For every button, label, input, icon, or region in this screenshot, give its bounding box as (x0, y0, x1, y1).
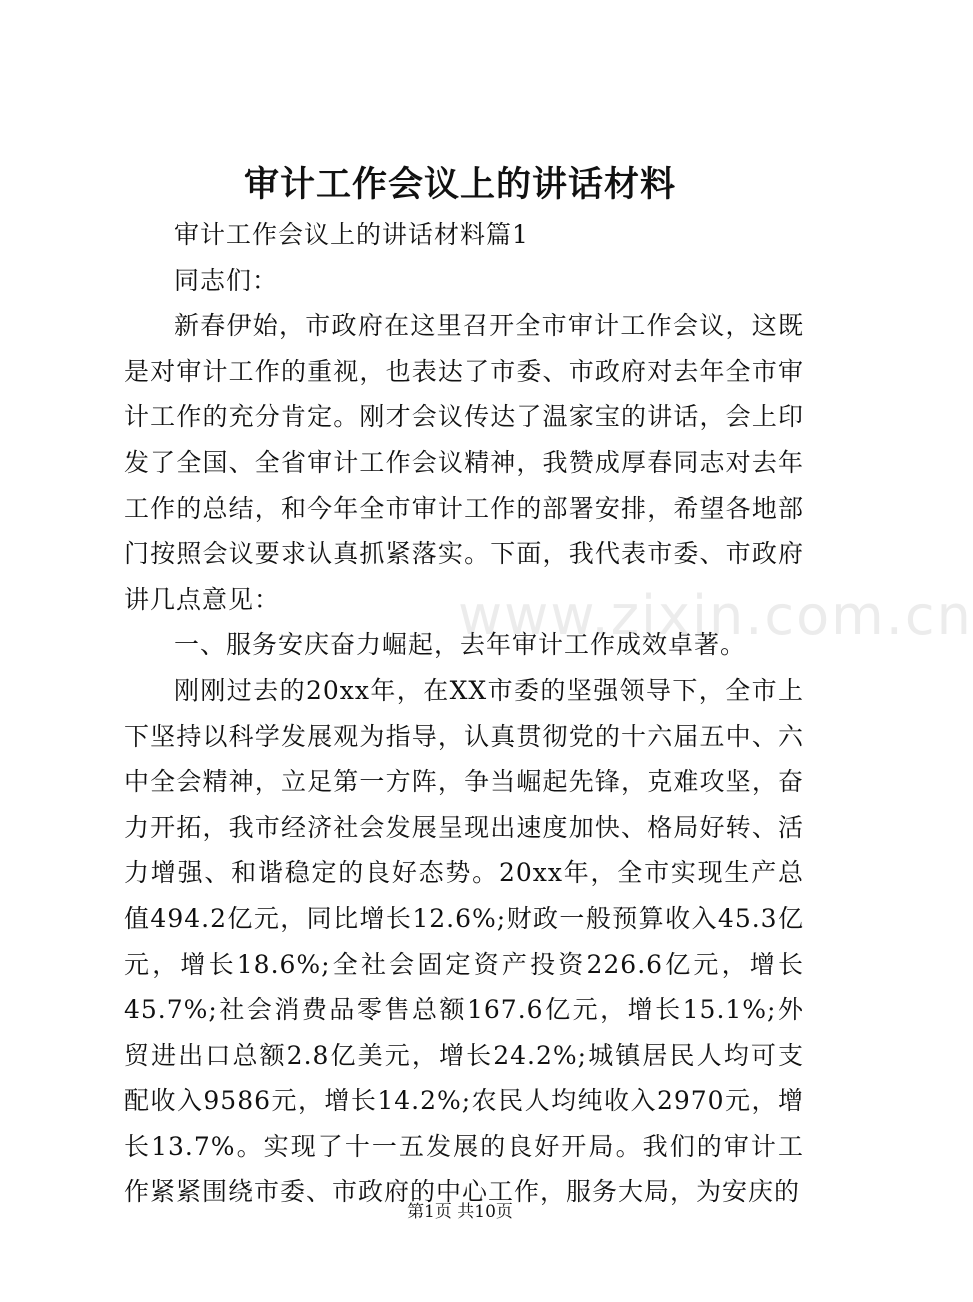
paragraph-point-one: 一、服务安庆奋力崛起，去年审计工作成效卓著。 (174, 630, 747, 660)
page-footer: 第1页 共10页 (407, 1202, 513, 1222)
paragraph-salutation: 同志们： (174, 265, 279, 295)
paragraph-review: 刚刚过去的20xx年，在XX市委的坚强领导下，全市上下坚持以科学发展观为指导，认真贯彻党的十六届五中、六中全会精神，立足第一方阵，争当崛起先锋，克难攻坚，奋力开拓，我市经济社会发展呈现出速度加快、格局好转、活力增强、和谐稳定的良好态势。20xx年，全市实现生产总值494.2亿元，同比增长12.6%;财政一般预算收入45.3亿元，增长18.6%;全社会固定资产投资226.6亿元，增长45.7%;社会消费品零售总额167.6亿元，增长15.1%;外贸进出口总额2.8亿美元，增长24.2%;城镇居民人均可支配收入9586元，增长14.2%;农民人均纯收入2970元，增长13.7%。实现了十一五发展的良好开局。我们的审计工作紧紧围绕市委、市政府的中心工作，服务大局，为安庆的 (124, 675, 804, 1207)
watermark: www.zixin.com.cn (458, 584, 973, 647)
document-title: 审计工作会议上的讲话材料 (243, 164, 676, 205)
paragraph-intro: 新春伊始，市政府在这里召开全市审计工作会议，这既是对审计工作的重视，也表达了市委、市政府对去年全市审计工作的充分肯定。刚才会议传达了温家宝的讲话，会上印发了全国、全省审计工作会议精神，我赞成厚春同志对去年工作的总结，和今年全市审计工作的部署安排，希望各地部门按照会议要求认真抓紧落实。下面，我代表市委、市政府讲几点意见： (124, 311, 804, 614)
document-body (124, 212, 804, 1215)
paragraph-section-heading: 审计工作会议上的讲话材料篇1 (174, 220, 529, 249)
